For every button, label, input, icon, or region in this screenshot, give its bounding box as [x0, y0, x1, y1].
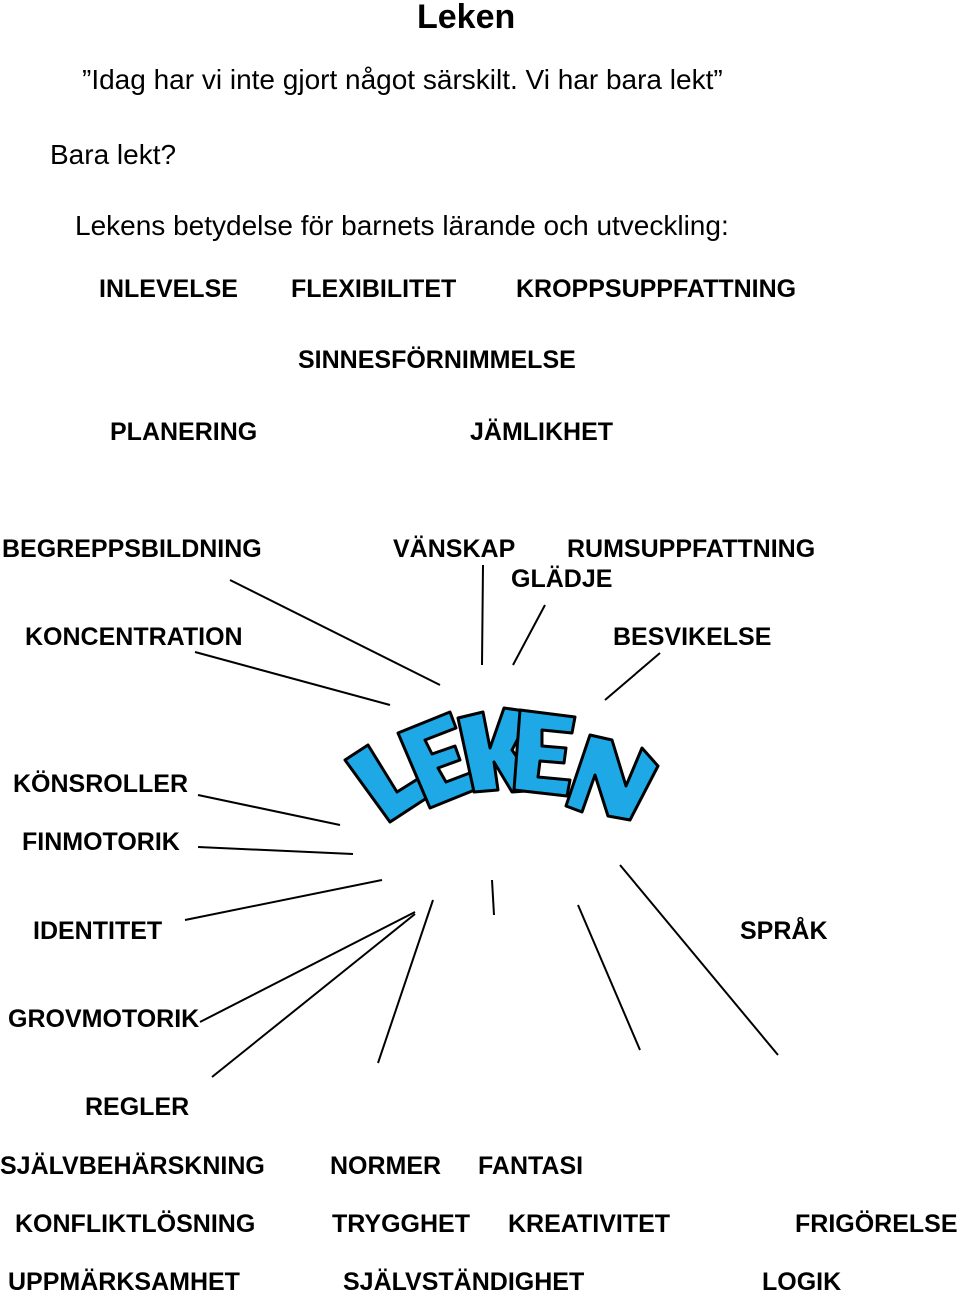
keyword-sprak: SPRÅK — [740, 917, 828, 945]
keyword-trygghet: TRYGGHET — [332, 1210, 470, 1238]
keyword-sjalvbeharskning: SJÄLVBEHÄRSKNING — [0, 1152, 265, 1180]
keyword-identitet: IDENTITET — [33, 917, 163, 945]
keyword-vanskap: VÄNSKAP — [393, 535, 516, 563]
keyword-sjalvstandighet: SJÄLVSTÄNDIGHET — [343, 1268, 585, 1296]
keyword-kroppsuppfattning: KROPPSUPPFATTNING — [516, 275, 797, 303]
keyword-normer: NORMER — [330, 1152, 442, 1180]
keyword-sinnesfornimmelse: SINNESFÖRNIMMELSE — [298, 346, 576, 374]
keyword-finmotorik: FINMOTORIK — [22, 828, 180, 856]
intro-text: Lekens betydelse för barnets lärande och utveckling: — [75, 210, 729, 241]
keyword-flexibilitet: FLEXIBILITET — [291, 275, 457, 303]
page-title: Leken — [417, 0, 516, 36]
keyword-frigorelse: FRIGÖRELSE — [795, 1210, 958, 1238]
keyword-uppmarksamhet: UPPMÄRKSAMHET — [8, 1268, 240, 1296]
keyword-fantasi: FANTASI — [478, 1152, 584, 1180]
keyword-logik: LOGIK — [762, 1268, 842, 1296]
keyword-konsroller: KÖNSROLLER — [13, 770, 188, 798]
keyword-kreativitet: KREATIVITET — [508, 1210, 671, 1238]
quote: ”Idag har vi inte gjort något särskilt. Vi har bara lekt” — [82, 64, 723, 95]
keyword-rumsuppfattning: RUMSUPPFATTNING — [567, 535, 816, 563]
keyword-grovmotorik: GROVMOTORIK — [8, 1005, 200, 1033]
logo-letter-n — [566, 735, 658, 820]
keyword-gladje: GLÄDJE — [511, 565, 613, 593]
keyword-koncentration: KONCENTRATION — [25, 623, 243, 651]
keyword-begreppsbildning: BEGREPPSBILDNING — [2, 535, 262, 563]
question: Bara lekt? — [50, 139, 177, 170]
keyword-inlevelse: INLEVELSE — [99, 275, 238, 303]
keyword-besvikelse: BESVIKELSE — [613, 623, 772, 651]
keyword-konfliktlosning: KONFLIKTLÖSNING — [15, 1210, 256, 1238]
keyword-regler: REGLER — [85, 1093, 190, 1121]
keyword-planering: PLANERING — [110, 418, 258, 446]
logo-letter-e2 — [514, 710, 575, 796]
keyword-jamlikhet: JÄMLIKHET — [470, 418, 614, 446]
